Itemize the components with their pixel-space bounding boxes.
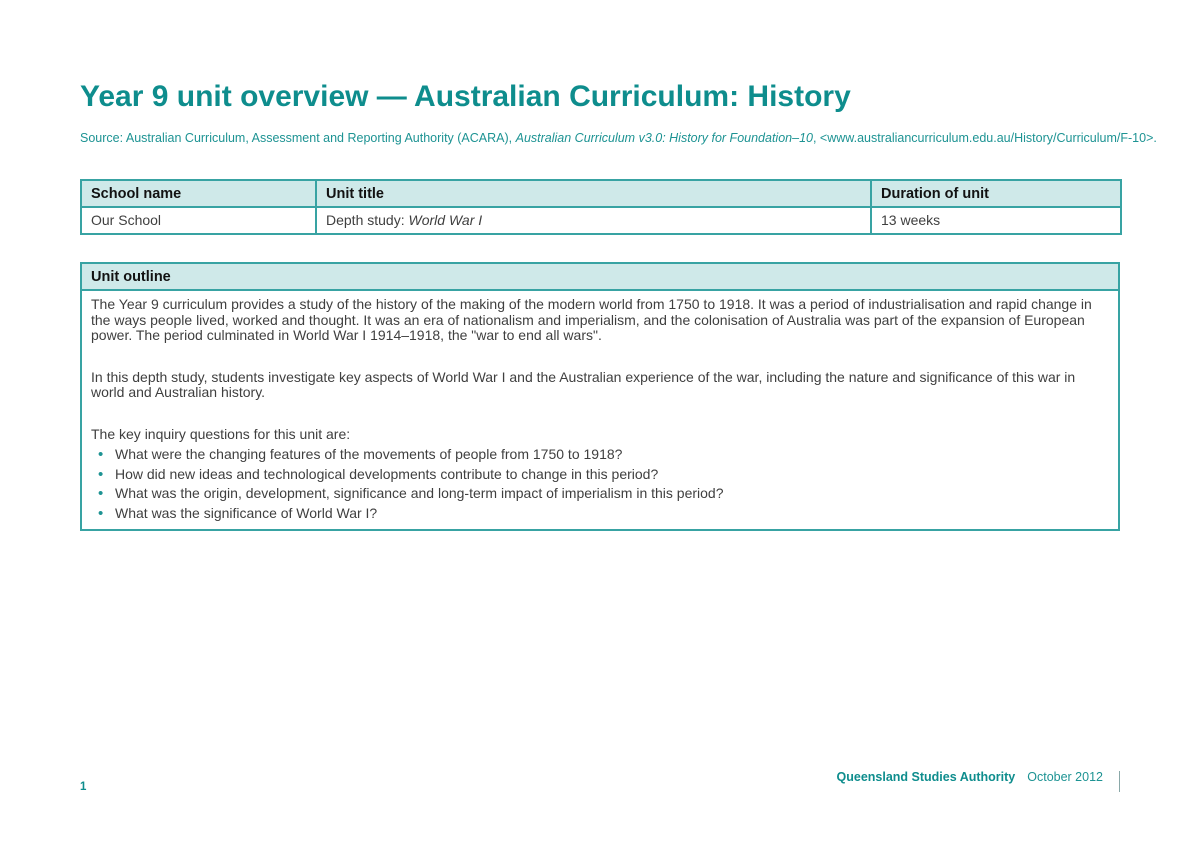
page-number: 1 (80, 781, 87, 793)
header-duration-of-unit: Duration of unit (871, 180, 1121, 207)
source-citation-italic: Australian Curriculum v3.0: History for Foundation–10 (515, 131, 813, 145)
cell-school-name: Our School (81, 207, 316, 234)
inquiry-question-item: • What was the significance of World War I? (91, 506, 1109, 522)
unit-outline-body-row (81, 290, 1119, 530)
info-table-header-row (81, 180, 1121, 207)
outline-paragraph-1: The Year 9 curriculum provides a study of the history of the making of the modern world from 1750 to 1918. It was a period of industrialisation and rapid change in the ways people lived, worked and thought. It was an era of nationalism and imperialism, and the colonisation of Australia was part of the expansion of European power. The period culminated in World War I 1914–1918, the "war to end all wars". (91, 296, 1092, 343)
info-table-data-row (81, 207, 1121, 234)
inquiry-question-item: • How did new ideas and technological developments contribute to change in this period? (91, 467, 1109, 483)
inquiry-questions-list (91, 447, 1109, 521)
cell-duration: 13 weeks (871, 207, 1121, 234)
unit-outline-body (81, 290, 1119, 530)
unit-title-italic: World War I (408, 212, 483, 228)
unit-info-table (80, 179, 1122, 235)
header-unit-outline: Unit outline (81, 263, 1119, 290)
cell-unit-title (316, 207, 871, 234)
outline-paragraph-2: In this depth study, students investigate key aspects of World War I and the Australian experience of the war, including the nature and significance of this war in world and Australian history. (91, 368, 1076, 400)
footer-organisation: Queensland Studies Authority (836, 770, 1016, 784)
outline-paragraph-3: The key inquiry questions for this unit are: (91, 425, 351, 442)
unit-title-prefix: Depth study: (326, 212, 409, 228)
source-citation (80, 131, 1157, 145)
unit-outline-header-row (81, 263, 1119, 290)
page-footer (837, 770, 1120, 792)
source-citation-prefix: Source: Australian Curriculum, Assessment and Reporting Authority (ACARA), (80, 131, 516, 145)
header-unit-title: Unit title (316, 180, 871, 207)
header-school-name: School name (81, 180, 316, 207)
unit-outline-table (80, 262, 1120, 531)
page-title: Year 9 unit overview — Australian Curriculum: History (80, 80, 851, 113)
source-citation-suffix: , <www.australiancurriculum.edu.au/History/Curriculum/F-10>. (812, 131, 1157, 145)
inquiry-question-item: • What was the origin, development, significance and long-term impact of imperialism in this period? (91, 486, 1109, 502)
footer-date: October 2012 (1027, 770, 1103, 784)
inquiry-question-item: • What were the changing features of the movements of people from 1750 to 1918? (91, 447, 1109, 463)
footer-separator-line (1119, 771, 1120, 792)
